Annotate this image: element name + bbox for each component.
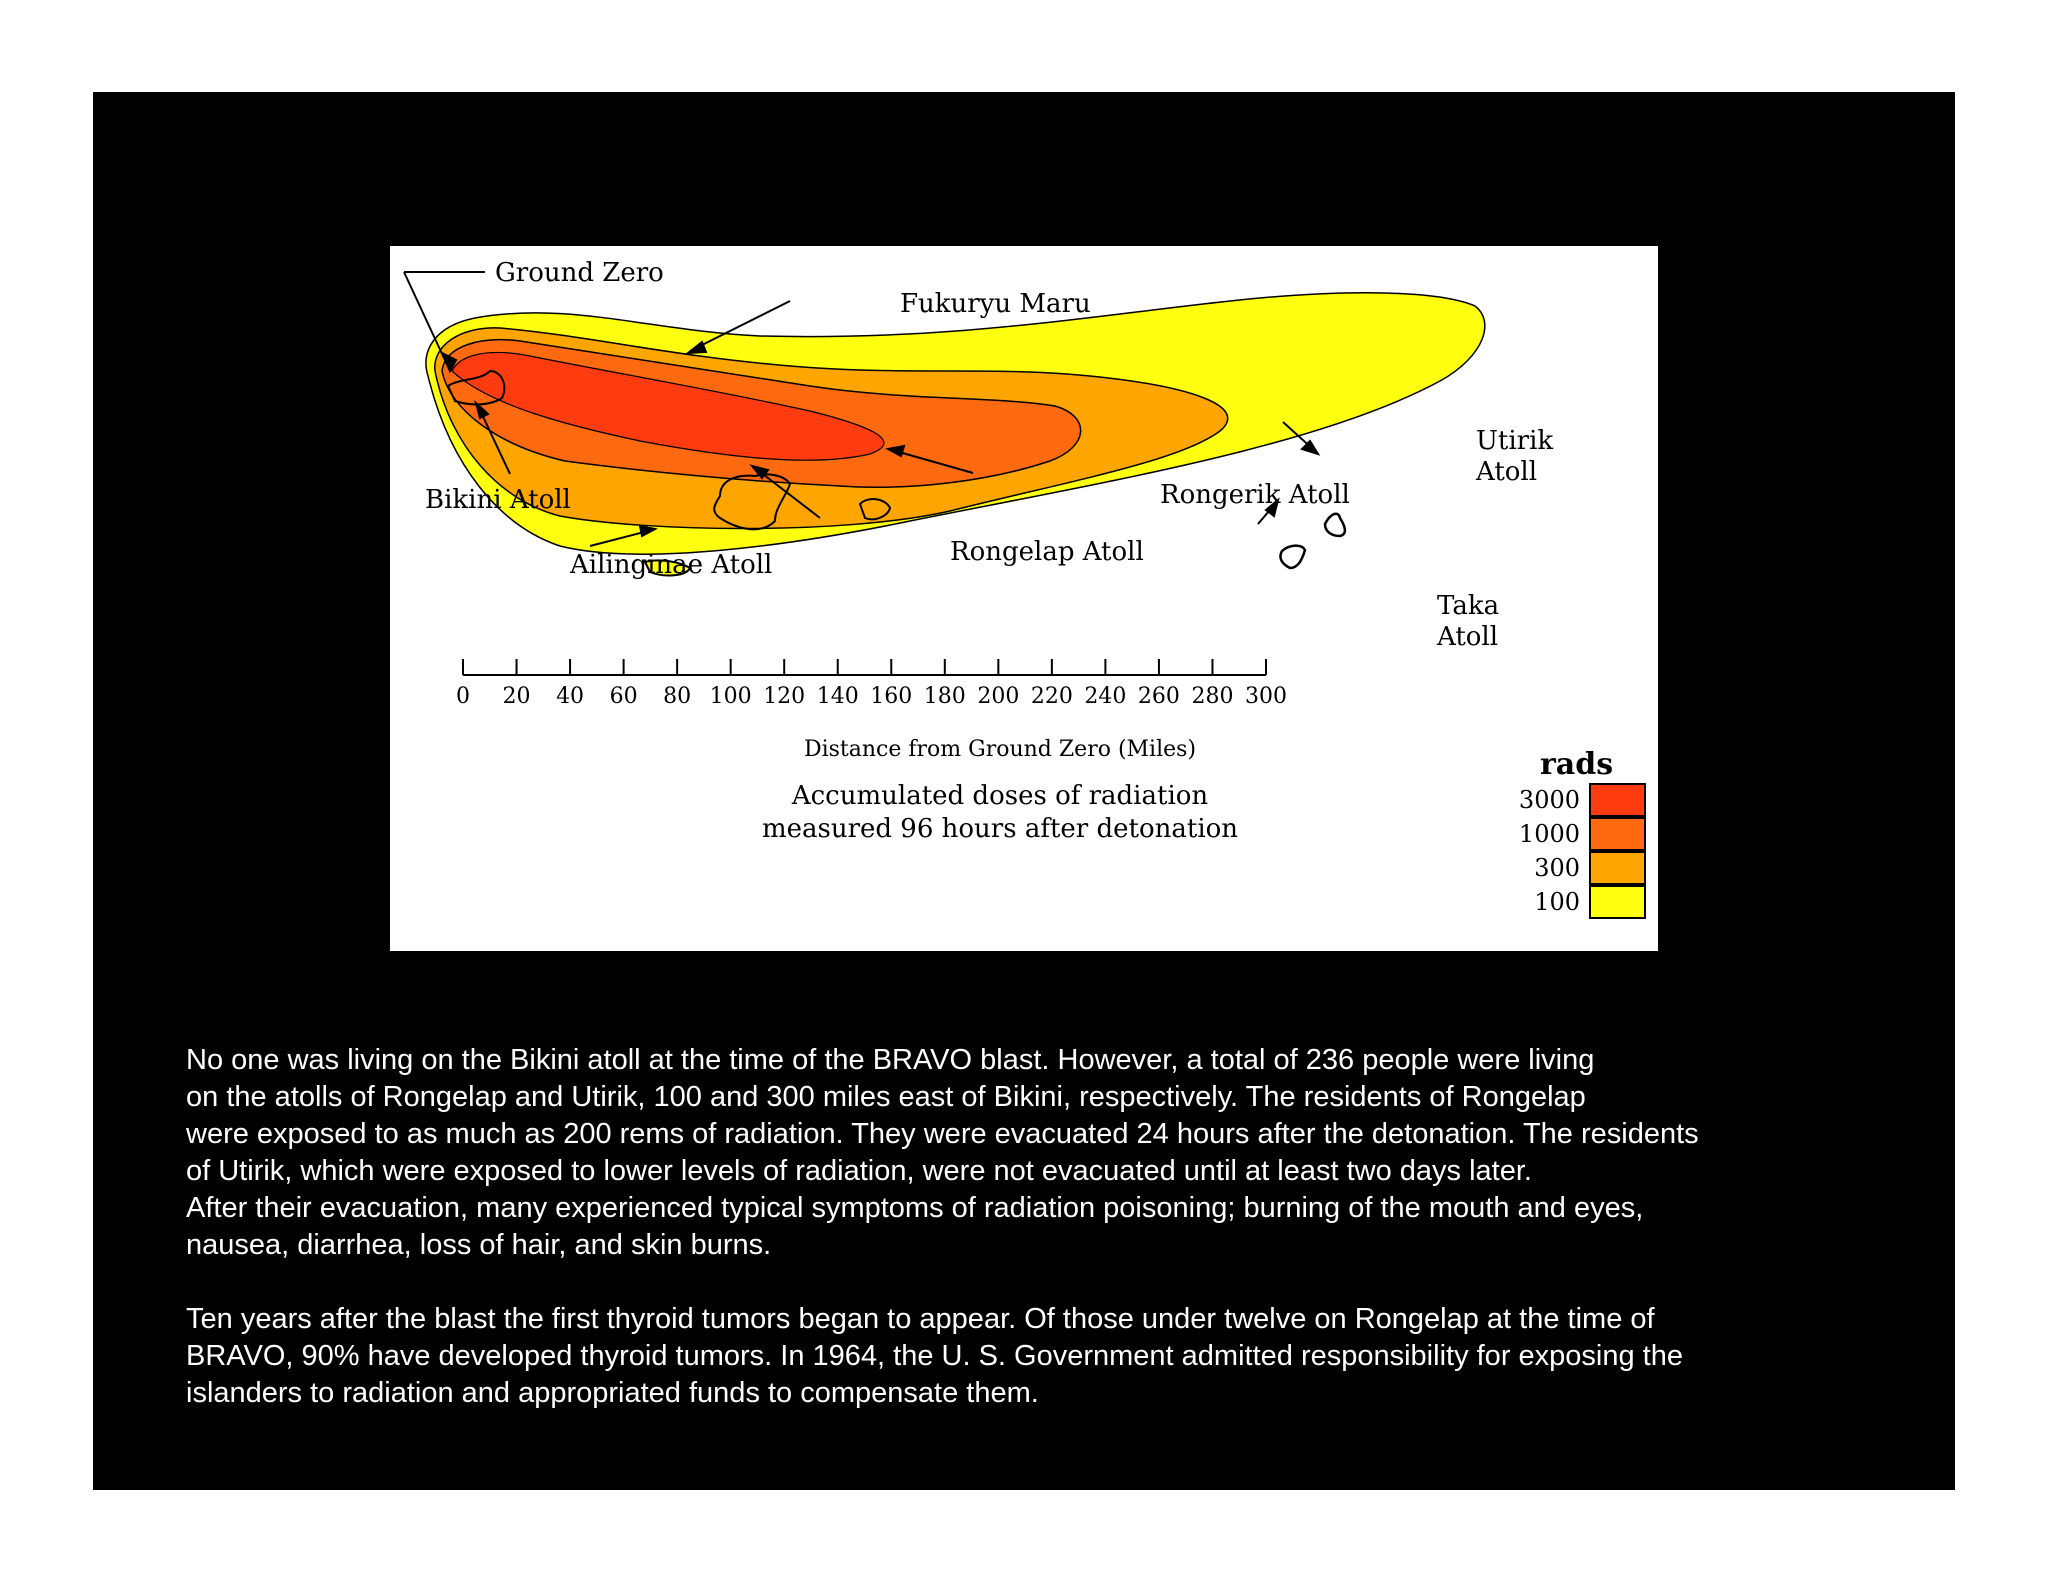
legend-swatch [1590, 818, 1645, 850]
caption-line-2: measured 96 hours after detonation [761, 814, 1239, 844]
legend-value: 100 [1534, 888, 1580, 916]
taka-atoll-outline [1280, 546, 1305, 568]
caption-line-1: Accumulated doses of radiation [791, 781, 1209, 811]
axis-tick-label: 280 [1191, 684, 1234, 709]
legend [1519, 784, 1645, 918]
legend-title: rads [1540, 747, 1614, 782]
axis-tick-label: 140 [816, 684, 859, 709]
label-taka-line1: Taka [1437, 591, 1500, 621]
label-ailinginae-atoll: Ailinginae Atoll [570, 550, 773, 580]
axis-tick-label: 80 [663, 684, 692, 709]
paragraph-1: No one was living on the Bikini atoll at the time of the BRAVO blast. However, a total of 236 people were living on the atolls of Rongelap and Utirik, 100 and 300 miles east of Bikini, respectively. The residents of Rongelap were exposed to as much as 200 rems of radiation. They were evacuated 24 hours after the detonation. The residents of Utirik, which were exposed to lower levels of radiation, were not evacuated until at least two days later. After their evacuation, many experienced typical symptoms of radiation poisoning; burning of the mouth and eyes, nausea, diarrhea, loss of hair, and skin burns. [186, 1044, 1699, 1261]
label-utirik-line1: Utirik [1476, 426, 1554, 456]
legend-swatch [1590, 852, 1645, 884]
axis-tick-label: 260 [1137, 684, 1180, 709]
axis-tick-label: 120 [763, 684, 806, 709]
axis-tick-label: 160 [870, 684, 913, 709]
label-taka-line2: Atoll [1437, 622, 1499, 652]
axis-tick-label: 220 [1030, 684, 1073, 709]
body-text [186, 1042, 1866, 1449]
fallout-map-figure [390, 246, 1658, 951]
label-ground-zero: Ground Zero [495, 258, 664, 288]
legend-value: 1000 [1518, 820, 1580, 848]
legend-value: 3000 [1518, 786, 1580, 814]
distance-axis [456, 659, 1287, 709]
axis-tick-label: 300 [1245, 684, 1287, 709]
label-fukuryu-maru: Fukuryu Maru [900, 289, 1091, 319]
slide-background [93, 92, 1955, 1490]
axis-tick-label: 100 [709, 684, 752, 709]
fallout-map-svg [390, 246, 1658, 951]
axis-tick-label: 40 [556, 684, 585, 709]
label-rongerik-atoll: Rongerik Atoll [1160, 480, 1350, 510]
axis-title: Distance from Ground Zero (Miles) [803, 737, 1197, 762]
axis-tick-label: 200 [977, 684, 1020, 709]
paragraph-2: Ten years after the blast the first thyroid tumors began to appear. Of those under twelve on Rongelap at the time of BRAVO, 90% have developed thyroid tumors. In 1964, the U. S. Government admitted responsibility for exposing the islanders to radiation and appropriated funds to compensate them. [186, 1303, 1683, 1409]
axis-tick-label: 60 [609, 684, 638, 709]
axis-tick-label: 180 [923, 684, 966, 709]
label-rongelap-atoll: Rongelap Atoll [950, 537, 1144, 567]
legend-swatch [1590, 886, 1645, 918]
label-bikini-atoll: Bikini Atoll [425, 485, 571, 515]
utirik-atoll-outline [1325, 514, 1345, 536]
axis-tick-label: 0 [456, 684, 470, 709]
axis-tick-label: 240 [1084, 684, 1127, 709]
legend-swatch [1590, 784, 1645, 816]
legend-value: 300 [1534, 854, 1580, 882]
axis-tick-label: 20 [502, 684, 531, 709]
label-utirik-line2: Atoll [1476, 457, 1538, 487]
